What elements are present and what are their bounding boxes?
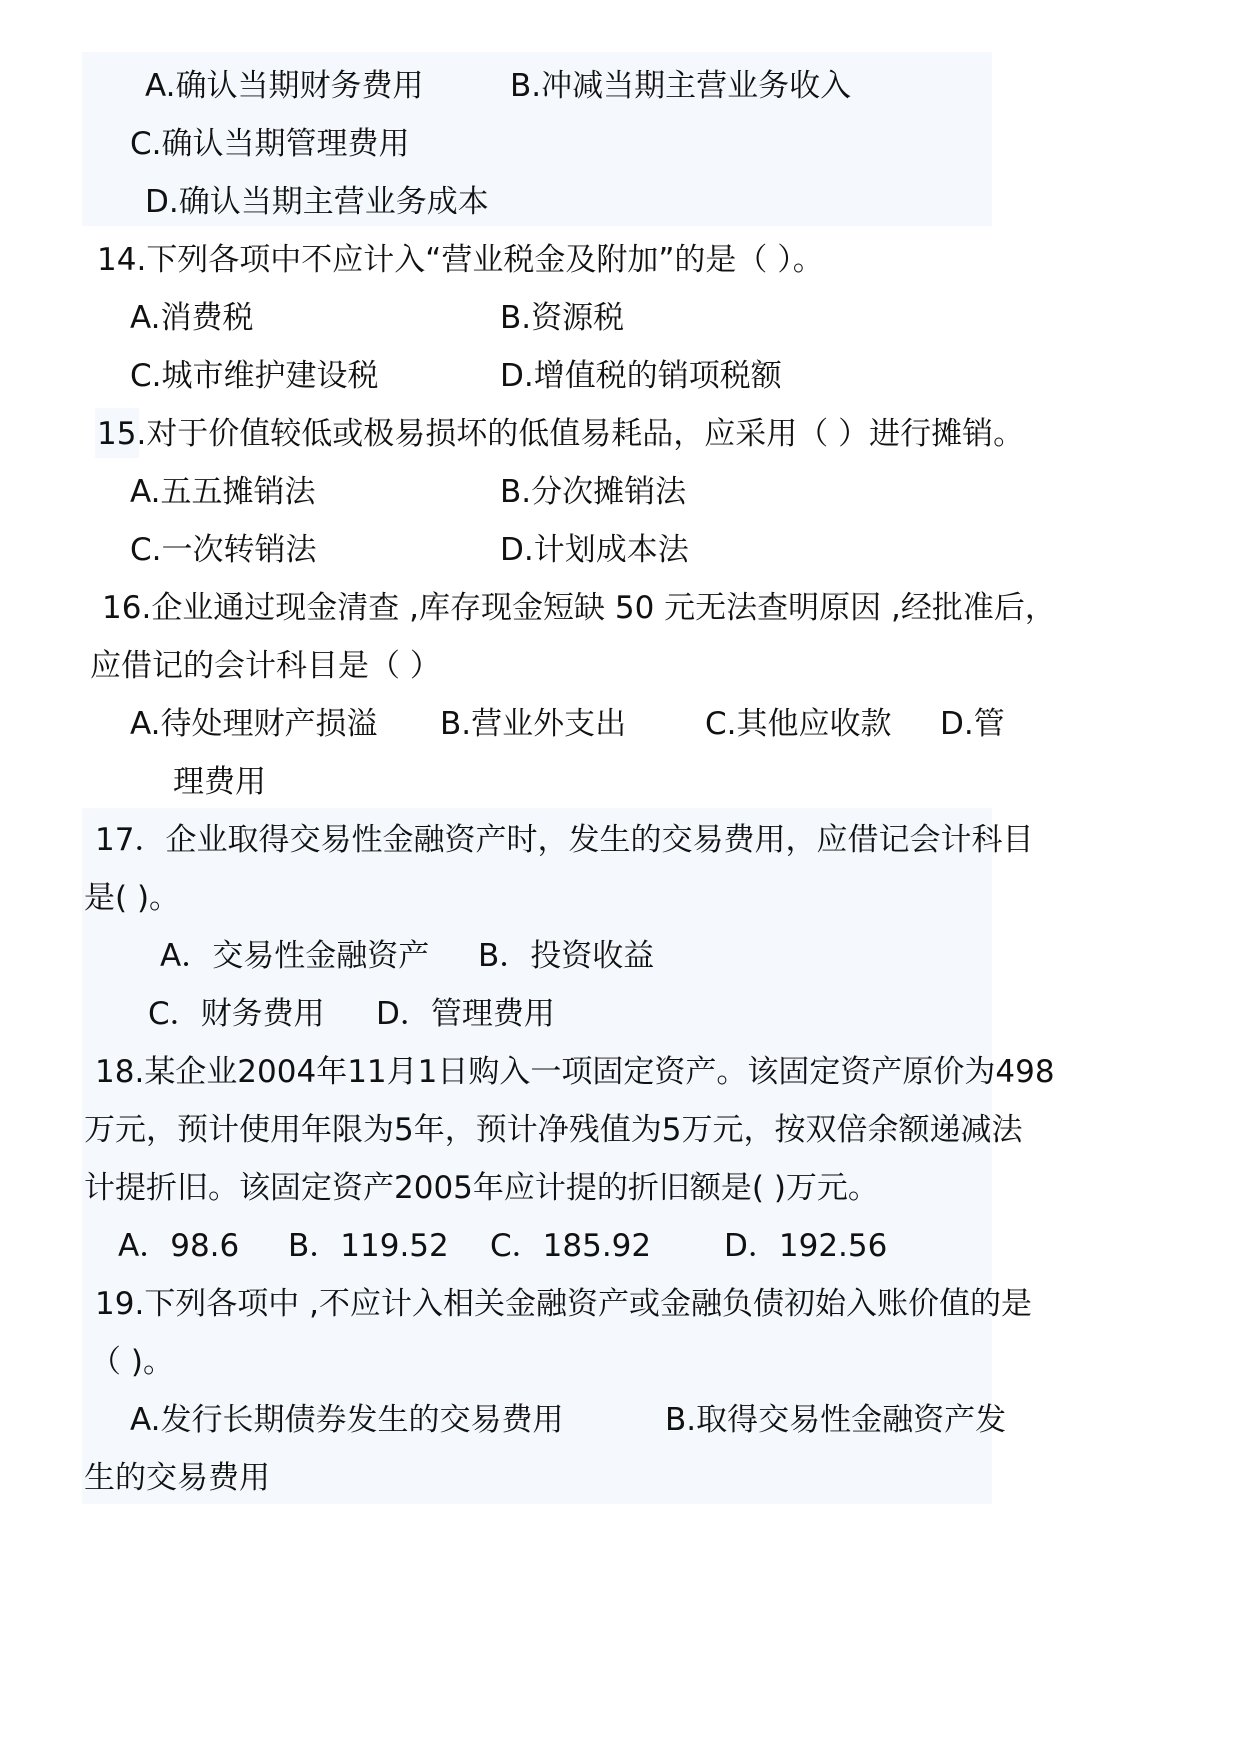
q16-option-d: D.管 [940,706,1005,742]
question-number: 17 [95,822,135,858]
q17-option-b: B．投资收益 [478,938,655,974]
q19-option-b: B.取得交易性金融资产发 [665,1402,1007,1438]
q17-option-d: D．管理费用 [376,996,555,1032]
q16-option-b: B.营业外支出 [440,706,627,742]
q15-option-b: B.分次摊销法 [500,474,687,510]
q18-stem-line-1: 18.某企业2004年11月1日购入一项固定资产。该固定资产原价为498 [95,1054,1055,1090]
q14-option-c: C.城市维护建设税 [130,358,379,394]
q14-stem: 14.下列各项中不应计入“营业税金及附加”的是（ ）。 [97,242,824,278]
q16-option-c: C.其他应收款 [705,706,892,742]
q18-option-c: C．185.92 [490,1228,652,1264]
q19-option-b-continued: 生的交易费用 [84,1460,270,1496]
q13-option-d: D.确认当期主营业务成本 [145,184,489,220]
q18-option-a: A．98.6 [118,1228,240,1264]
q15-option-a: A.五五摊销法 [130,474,316,510]
q15-option-d: D.计划成本法 [500,532,689,568]
q16-stem-line-2: 应借记的会计科目是（ ） [90,648,441,684]
q16-option-d-continued: 理费用 [173,764,266,800]
question-number: 15. [97,416,147,452]
q18-stem-line-2: 万元，预计使用年限为5年，预计净残值为5万元，按双倍余额递减法 [84,1112,1023,1148]
q13-option-a: A.确认当期财务费用 [145,68,424,104]
q19-option-a: A.发行长期债券发生的交易费用 [130,1402,564,1438]
q15-option-c: C.一次转销法 [130,532,317,568]
q13-option-b: B.冲减当期主营业务收入 [510,68,852,104]
question-number: 19. [95,1286,145,1322]
q14-option-b: B.资源税 [500,300,625,336]
q17-stem-line-1: 17．企业取得交易性金融资产时，发生的交易费用，应借记会计科目 [95,822,1034,858]
q14-option-a: A.消费税 [130,300,254,336]
q17-stem-line-2: 是( )。 [84,880,181,916]
q19-stem-line-1: 19.下列各项中 ,不应计入相关金融资产或金融负债初始入账价值的是 [95,1286,1033,1322]
q19-stem-line-2: （ )。 [90,1344,174,1380]
question-number: 18. [95,1054,145,1090]
q14-option-d: D.增值税的销项税额 [500,358,782,394]
q15-stem: 15.对于价值较低或极易损坏的低值易耗品，应采用（ ）进行摊销。 [97,416,1025,452]
q16-option-a: A.待处理财产损溢 [130,706,378,742]
q18-stem-line-3: 计提折旧。该固定资产2005年应计提的折旧额是( )万元。 [84,1170,879,1206]
q16-stem-line-1: 16.企业通过现金清查 ,库存现金短缺 50 元无法查明原因 ,经批准后， [102,590,1056,626]
q18-option-d: D．192.56 [724,1228,888,1264]
question-number: 14. [97,242,147,278]
q17-option-a: A．交易性金融资产 [160,938,430,974]
q18-option-b: B．119.52 [288,1228,449,1264]
q13-option-c: C.确认当期管理费用 [130,126,410,162]
q17-option-c: C．财务费用 [148,996,325,1032]
question-number: 16. [102,590,152,626]
